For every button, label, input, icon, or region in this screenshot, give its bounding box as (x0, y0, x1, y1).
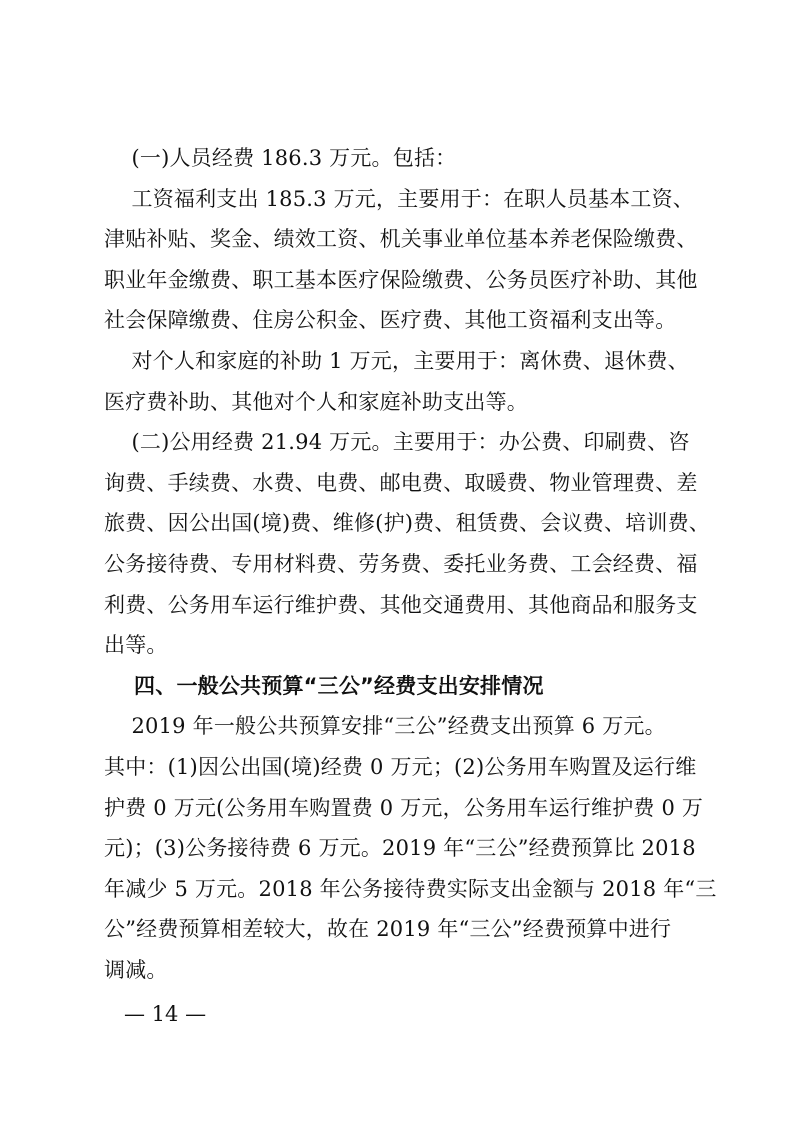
text-line: 旅费、因公出国(境)费、维修(护)费、租赁费、会议费、培训费、 (104, 511, 710, 536)
text-line: 社会保障缴费、住房公积金、医疗费、其他工资福利支出等。 (104, 308, 677, 333)
text-line: 医疗费补助、其他对个人和家庭补助支出等。 (104, 389, 528, 414)
text-line: 调减。 (104, 957, 168, 982)
text-line: 出等。 (104, 633, 168, 658)
text-line: 护费 0 万元(公务用车购置费 0 万元，公务用车运行维护费 0 万 (104, 795, 704, 820)
text-line: 2019 年一般公共预算安排“三公”经费支出预算 6 万元。 (104, 714, 666, 739)
text-line: 年减少 5 万元。2018 年公务接待费实际支出金额与 2018 年“三 (104, 876, 717, 901)
section-heading: 四、一般公共预算“三公”经费支出安排情况 (104, 673, 544, 698)
text-line: (二)公用经费 21.94 万元。主要用于：办公费、印刷费、咨 (104, 430, 690, 455)
text-line: 询费、手续费、水费、电费、邮电费、取暖费、物业管理费、差 (104, 470, 698, 495)
text-line: 职业年金缴费、职工基本医疗保险缴费、公务员医疗补助、其他 (104, 267, 698, 292)
text-line: 其中：(1)因公出国(境)经费 0 万元；(2)公务用车购置及运行维 (104, 754, 697, 779)
text-line: (一)人员经费 186.3 万元。包括： (104, 146, 457, 170)
text-line: 对个人和家庭的补助 1 万元，主要用于：离休费、退休费、 (104, 348, 689, 373)
page-number: — 14 — (124, 1002, 207, 1026)
text-line: 利费、公务用车运行维护费、其他交通费用、其他商品和服务支 (104, 592, 698, 617)
text-line: 元)；(3)公务接待费 6 万元。2019 年“三公”经费预算比 2018 (104, 836, 696, 861)
text-line: 津贴补贴、奖金、绩效工资、机关事业单位基本养老保险缴费、 (104, 227, 698, 252)
text-line: 公务接待费、专用材料费、劳务费、委托业务费、工会经费、福 (104, 551, 698, 576)
body-text (104, 138, 717, 990)
text-line: 公”经费预算相差较大，故在 2019 年“三公”经费预算中进行 (104, 917, 672, 942)
text-line: 工资福利支出 185.3 万元，主要用于：在职人员基本工资、 (104, 186, 694, 211)
